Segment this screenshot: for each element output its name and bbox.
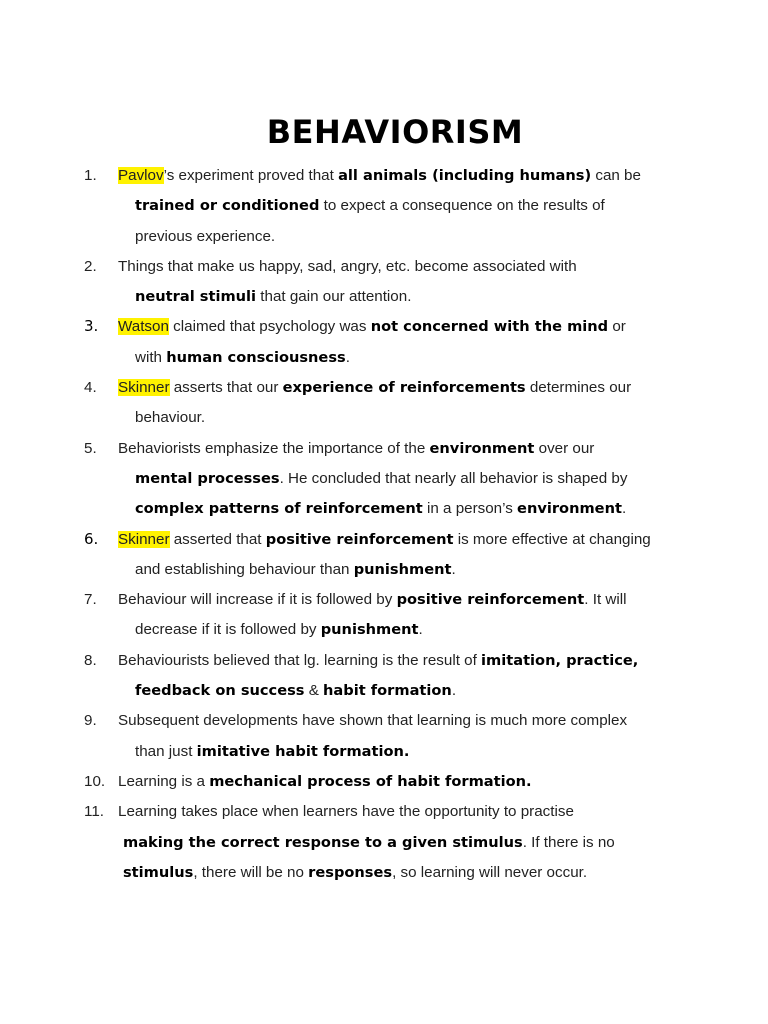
text-run: &	[304, 682, 324, 700]
bold-text: mechanical process of habit formation.	[209, 772, 532, 790]
list-line	[84, 404, 684, 434]
text-run: .	[451, 682, 457, 700]
text-run: .	[621, 500, 627, 518]
bold-text: responses	[308, 863, 393, 881]
bold-text: feedback on success	[135, 682, 305, 700]
list-item	[84, 313, 684, 374]
list-line	[84, 283, 684, 313]
text-run: Things that make us happy, sad, angry, etc. become associated with	[118, 257, 577, 275]
bold-text: environment	[429, 439, 535, 457]
list-line	[84, 495, 684, 525]
page-title: BEHAVIORISM	[266, 113, 524, 152]
list-item	[84, 768, 684, 798]
list-number: 8.	[84, 651, 97, 669]
bold-text: stimulus	[123, 863, 194, 881]
list-line	[84, 586, 684, 616]
text-run: ’s experiment proved that	[163, 167, 339, 184]
text-run: . He concluded that nearly all behavior is shaped by	[279, 469, 628, 487]
text-run: .	[418, 621, 423, 639]
list-line	[84, 435, 684, 465]
list-line	[84, 647, 684, 677]
bold-text: habit formation	[323, 682, 452, 700]
numbered-list	[84, 162, 684, 889]
text-run: than just	[135, 742, 197, 760]
text-run: asserted that	[169, 530, 266, 548]
text-run: , there will be no	[193, 863, 309, 881]
bold-text: all animals (including humans)	[338, 167, 592, 184]
bold-text: punishment	[353, 560, 452, 578]
text-run: to expect a consequence on the results of	[319, 197, 605, 215]
bold-text: complex patterns of reinforcement	[135, 500, 423, 518]
list-number: 10.	[84, 772, 106, 790]
list-item	[84, 798, 684, 889]
bold-text: punishment	[320, 621, 419, 639]
list-line	[84, 162, 684, 192]
text-run: or	[608, 318, 626, 336]
text-run: can be	[591, 167, 641, 184]
list-line	[84, 707, 684, 737]
text-run: over our	[534, 439, 595, 457]
list-number: 7.	[84, 591, 97, 609]
text-run: . If there is no	[522, 833, 615, 851]
text-run: is more effective at changing	[453, 530, 651, 548]
list-line	[84, 344, 684, 374]
list-number: 11.	[84, 803, 104, 821]
list-line	[84, 465, 684, 495]
list-item	[84, 586, 684, 647]
list-number: 9.	[84, 712, 97, 730]
list-line	[84, 616, 684, 646]
text-run: .	[451, 560, 456, 578]
bold-text: imitative habit formation.	[196, 742, 410, 760]
bold-text: neutral stimuli	[135, 288, 257, 306]
text-run: and establishing behaviour than	[135, 560, 354, 578]
text-run: Behaviorists emphasize the importance of the	[118, 439, 430, 457]
bold-text: environment	[517, 500, 622, 518]
list-line	[84, 374, 684, 404]
list-number: 4.	[84, 379, 97, 397]
highlighted-name: Pavlov	[118, 167, 164, 184]
text-run: determines our	[525, 379, 632, 397]
text-run: that gain our attention.	[256, 288, 412, 306]
list-item	[84, 526, 684, 587]
text-run: previous experience.	[135, 227, 276, 245]
list-line	[84, 192, 684, 222]
text-run: in a person’s	[422, 500, 518, 518]
list-line	[84, 223, 684, 253]
list-line	[84, 859, 684, 889]
list-item	[84, 647, 684, 708]
list-line	[84, 313, 684, 343]
bold-text: imitation, practice,	[481, 651, 639, 669]
bold-text: positive reinforcement	[396, 591, 585, 609]
bold-text: experience of reinforcements	[282, 379, 526, 397]
list-item	[84, 253, 684, 314]
bold-text: making the correct response to a given stimulus	[123, 833, 523, 851]
bold-text: human consciousness	[166, 348, 346, 366]
list-number: 2.	[84, 257, 97, 275]
list-line	[84, 526, 684, 556]
bold-text: trained or conditioned	[135, 197, 320, 215]
list-number: 5.	[84, 439, 97, 457]
text-run: decrease if it is followed by	[135, 621, 321, 639]
text-run: asserts that our	[169, 379, 283, 397]
bold-text: positive reinforcement	[265, 530, 454, 548]
list-item	[84, 435, 684, 526]
text-run: .	[345, 348, 350, 366]
list-item	[84, 374, 684, 435]
list-line	[84, 798, 684, 828]
text-run: behaviour.	[135, 409, 206, 427]
highlighted-name: Skinner	[118, 379, 170, 397]
highlighted-name: Watson	[118, 318, 169, 336]
list-line	[84, 677, 684, 707]
text-run: Behaviourists believed that lg. learning is the result of	[118, 651, 482, 669]
text-run: with	[135, 348, 167, 366]
bold-text: not concerned with the mind	[370, 318, 609, 336]
list-line	[84, 738, 684, 768]
text-run: , so learning will never occur.	[392, 863, 588, 881]
list-line	[84, 556, 684, 586]
text-run: Behaviour will increase if it is followed by	[118, 591, 397, 609]
highlighted-name: Skinner	[118, 530, 170, 548]
list-line	[84, 253, 684, 283]
list-line	[84, 768, 684, 798]
text-run: Subsequent developments have shown that learning is much more complex	[118, 712, 628, 730]
list-line	[84, 829, 684, 859]
list-number: 1.	[84, 167, 97, 184]
text-run: claimed that psychology was	[168, 318, 371, 336]
list-number: 3.	[84, 317, 99, 336]
list-number: 6.	[84, 529, 99, 548]
list-item	[84, 707, 684, 768]
text-run: Learning takes place when learners have the opportunity to practise	[118, 803, 574, 821]
text-run: Learning is a	[118, 772, 210, 790]
bold-text: mental processes	[135, 469, 280, 487]
text-run: . It will	[584, 591, 627, 609]
list-item	[84, 162, 684, 253]
